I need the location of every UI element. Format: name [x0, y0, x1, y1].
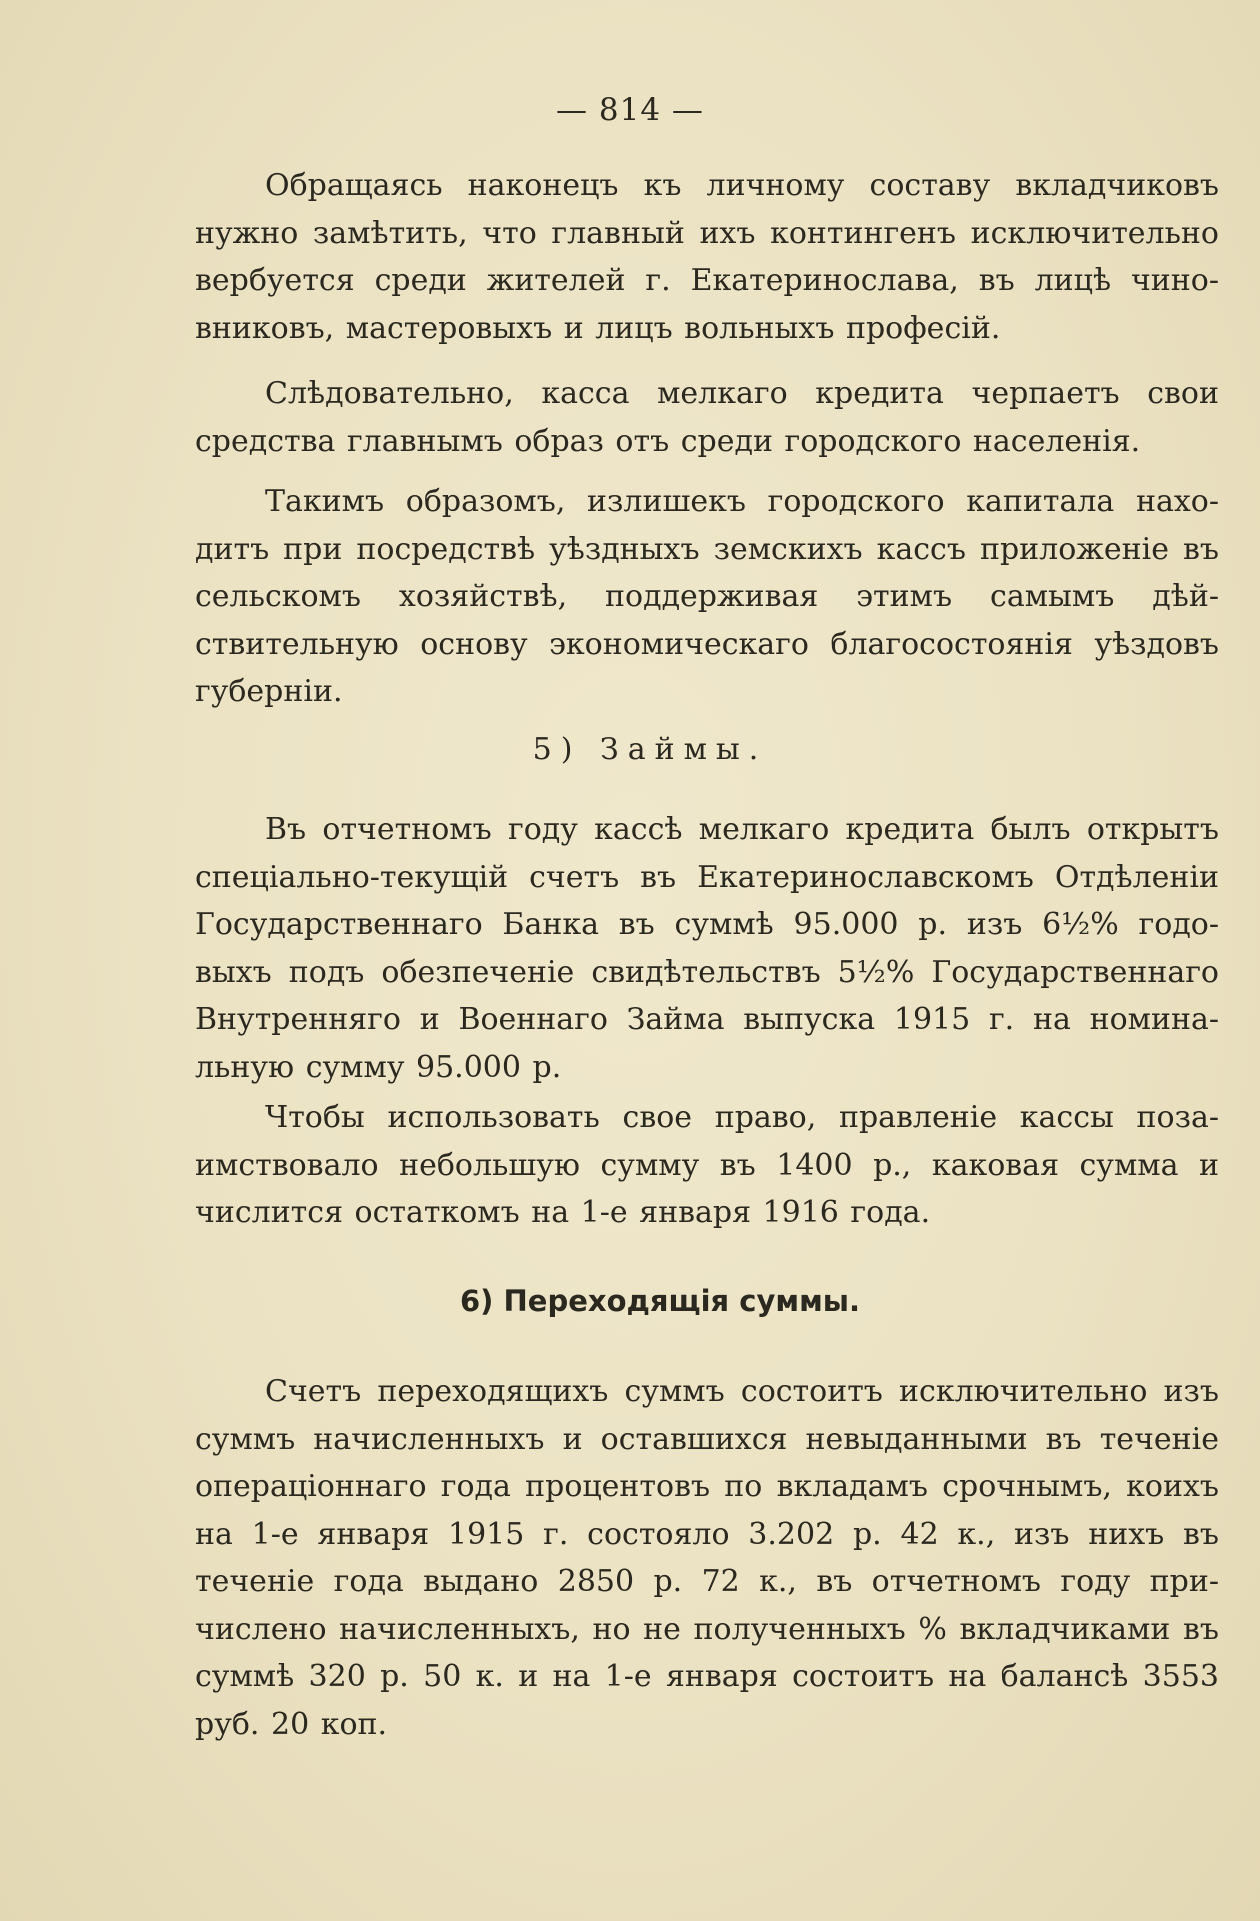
paragraph-depositors: Обращаясь наконецъ къ личному составу вкладчиковъ нужно замѣтить, что главный ихъ контингенъ исключительно вербуется среди жителей г. Екатеринослава, въ лицѣ чиновниковъ, мастеровыхъ и лицъ вольныхъ професій. — [195, 168, 1219, 346]
paragraph-loans-account: Въ отчетномъ году кассѣ мелкаго кредита былъ открытъ спеціально-текущій счетъ въ Екатеринославскомъ Отдѣленіи Государственнаго Банка въ суммѣ 95.000 р. изъ 6½% годовыхъ подъ обезпеченіе свидѣтельствъ 5½% Государственнаго Внутренняго и Военнаго Займа выпуска 1915 г. на номинальную сумму 95.000 р. — [195, 812, 1219, 1085]
paragraph-transitional-sums: Счетъ переходящихъ суммъ состоитъ исключительно изъ суммъ начисленныхъ и оставшихся невыданными въ теченіе операціоннаго года процентовъ по вкладамъ срочнымъ, коихъ на 1-е января 1915 г. состояло 3.202 р. 42 к., изъ нихъ въ теченіе года выдано 2850 р. 72 к., въ отчетномъ году причислено начисленныхъ, но не полученныхъ % вкладчиками въ суммѣ 320 р. 50 к. и на 1-е января состоитъ на балансѣ 3553 руб. 20 коп. — [195, 1374, 1219, 1742]
paragraph-capital-surplus: Такимъ образомъ, излишекъ городского капитала находитъ при посредствѣ уѣздныхъ земскихъ кассъ приложеніе въ сельскомъ хозяйствѣ, поддерживая этимъ самымъ дѣйствительную основу экономическаго благосостоянія уѣздовъ губерніи. — [195, 484, 1219, 709]
paragraph-loans-borrowed: Чтобы использовать свое право, правленіе кассы позаимствовало небольшую сумму въ 1400 р., каковая сумма и числится остаткомъ на 1-е января 1916 года. — [195, 1100, 1219, 1230]
page-number: — 814 — — [556, 92, 704, 128]
section-heading-transitional-sums: 6) Переходящія суммы. — [459, 1284, 861, 1318]
paragraph-credit-sources: Слѣдовательно, касса мелкаго кредита черпаетъ свои средства главнымъ образ отъ среди городского населенія. — [195, 376, 1219, 459]
section-heading-loans: 5) Займы. — [532, 732, 768, 767]
